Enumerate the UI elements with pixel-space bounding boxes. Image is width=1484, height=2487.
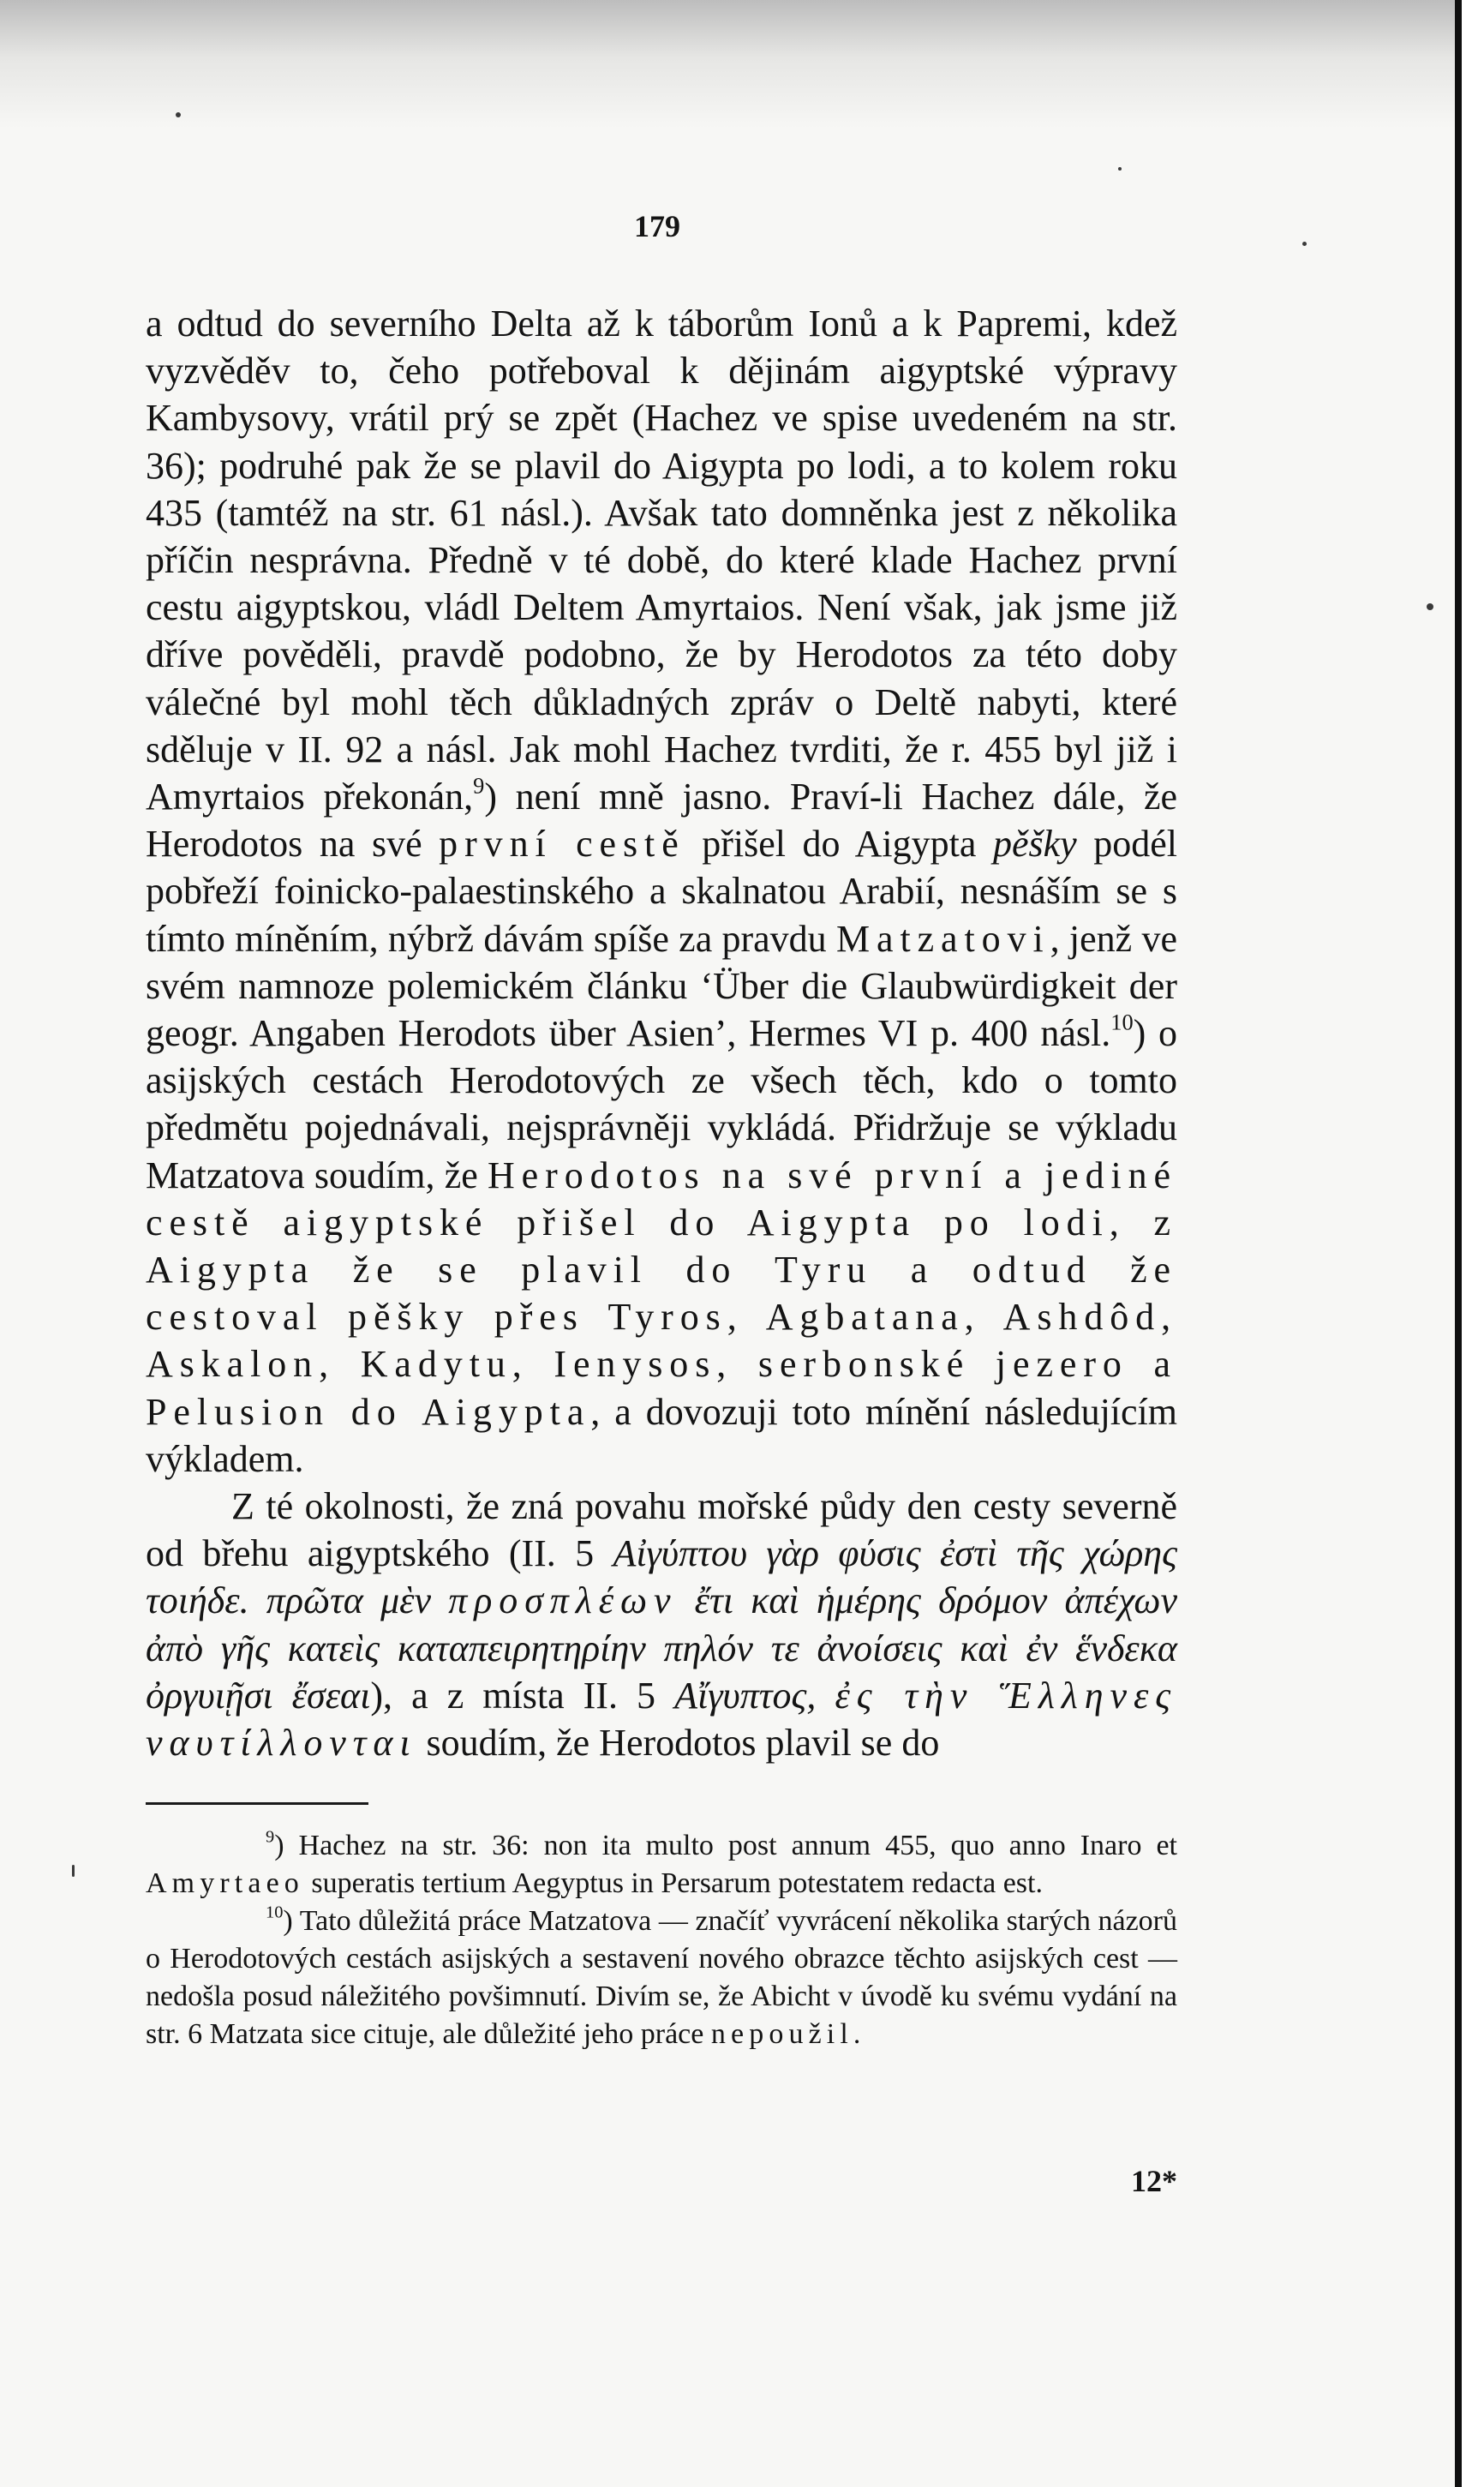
- scan-speck: [1118, 167, 1122, 171]
- gathering-signature: 12*: [1131, 2164, 1177, 2198]
- text-run: podél pobřeží foinicko-palaestinského a skalnatou Arabií, nesnáším se s tímto míněním, nýbrž dávám spíše za pravdu: [146, 823, 1177, 960]
- greek-quote: Αἴγυπτος,: [674, 1674, 817, 1717]
- footnote-9: [146, 1827, 1177, 1903]
- scan-shadow: [0, 0, 1455, 129]
- greek-quote: ἔτι καὶ ἡμέρης δρόμον ἀπέχων ἀπὸ γῆς κατεὶς καταπειρητηρίην πηλόν τε ἀνοίσεις καὶ ἐν ἕνδεκα ὀργυιῇσι ἔσεαι: [146, 1579, 1178, 1717]
- footnote-text: .: [853, 2018, 861, 2050]
- footnote-10: [146, 1903, 1177, 2053]
- paragraph-2: [146, 1483, 1177, 1766]
- text-run: soudím, že Herodotos plavil se do: [416, 1722, 940, 1765]
- text-run: Z té okolnosti, že zná povahu mořské půdy den cesty severně od břehu aigyptského (II. 5: [146, 1485, 1177, 1575]
- footnotes: [146, 1827, 1177, 2053]
- page-number: 179: [634, 209, 680, 243]
- greek-spaced: ἐς τὴν Ἕλληνες ναυτίλλονται: [146, 1674, 1178, 1765]
- italic-emphasis: pěšky: [992, 823, 1077, 866]
- spaced-emphasis: Matzatovi: [835, 917, 1050, 960]
- main-text: [146, 300, 1177, 1766]
- text-run: ), a z místa II. 5: [370, 1674, 675, 1717]
- footnote-mark: 9: [266, 1827, 275, 1847]
- scan-speck: [176, 112, 181, 117]
- spaced-emphasis: nepoužil: [710, 2018, 853, 2050]
- spaced-emphasis: Herodotos na své první a jediné cestě aigyptské přišel do Aigypta po lodi, z Aigypta že se plavil do Tyru a odtud že cestoval pěšky přes Tyros, Agbatana, Ashdôd, Askalon, Kadytu, Ienysos, serbonské jezero a Pelusion do Aigypta: [146, 1154, 1177, 1433]
- greek-quote: Αἰγύπτου γὰρ φύσις ἐστὶ τῆς χώρης τοιήδε. πρῶτα μὲν: [146, 1532, 1177, 1622]
- footnote-ref-9: 9: [473, 772, 485, 799]
- footnote-text: ) Tato důležitá práce Matzatova — značíť vyvrácení několika starých názorů o Herodotových cestách asijských a sestavení nového obrazce těchto asijských cest — nedošla posud náležitého povšimnutí. Divím se, že Abicht v úvodě ku svému vydání na str. 6 Matzata sice cituje, ale důležité jeho práce: [146, 1905, 1177, 2050]
- text-run: a odtud do severního Delta až k táborům Ionů a k Papremi, kdež vyzvěděv to, čeho potřeboval k dějinám aigyptské výpravy Kambysovy, vrátil prý se zpět (Hachez ve spise uvedeném na str. 36); podruhé pak že se plavil do Aigypta po lodi, a to kolem roku 435 (tamtéž na str. 61 násl.). Avšak tato domněnka jest z několika příčin nesprávna. Předně v té době, do které klade Hachez první cestu aigyptskou, vládl Deltem Amyrtaios. Není však, jak jsme již dříve pověděli, pravdě podobno, že by Herodotos za této doby válečné byl mohl těch důkladných zpráv o Deltě nabyti, které sděluje v II. 92 a násl. Jak mohl Hachez tvrditi, že r. 455 byl již i Amyrtaios překonán,: [146, 303, 1177, 818]
- footnote-mark: 10: [266, 1903, 284, 1922]
- footnote-separator: [146, 1802, 368, 1805]
- paragraph-1: [146, 300, 1177, 1483]
- footnote-ref-10: 10: [1110, 1009, 1134, 1035]
- text-run: , a dovozuji toto mínění následujícím výkladem.: [146, 1390, 1177, 1480]
- footnote-text: superatis tertium Aegyptus in Persarum potestatem redacta est.: [303, 1867, 1043, 1899]
- greek-spaced: προσπλέων: [448, 1579, 678, 1622]
- spaced-emphasis: první cestě: [439, 823, 685, 866]
- scan-speck: [1427, 603, 1433, 610]
- scan-speck: [72, 1865, 75, 1877]
- text-run: přišel do Aigypta: [685, 823, 993, 866]
- spaced-emphasis: Amyrtaeo: [146, 1867, 304, 1899]
- text-run: , jenž ve svém namnoze polemickém článku ‘Über die Glaubwürdigkeit der geogr. Angaben Herodots über Asien’, Hermes VI p. 400 násl.: [146, 917, 1178, 1055]
- footnote-text: ) Hachez na str. 36: non ita multo post annum 455, quo anno Inaro et: [274, 1830, 1177, 1861]
- text-run: ) o asijských cestách Herodotových ze všech těch, kdo o tomto předmětu pojednávali, nejsprávněji vykládá. Přidržuje se výkladu Matzatova soudím, že: [146, 1012, 1178, 1196]
- text-run: ) není mně jasno. Praví-li Hachez dále, že Herodotos na své: [146, 776, 1178, 866]
